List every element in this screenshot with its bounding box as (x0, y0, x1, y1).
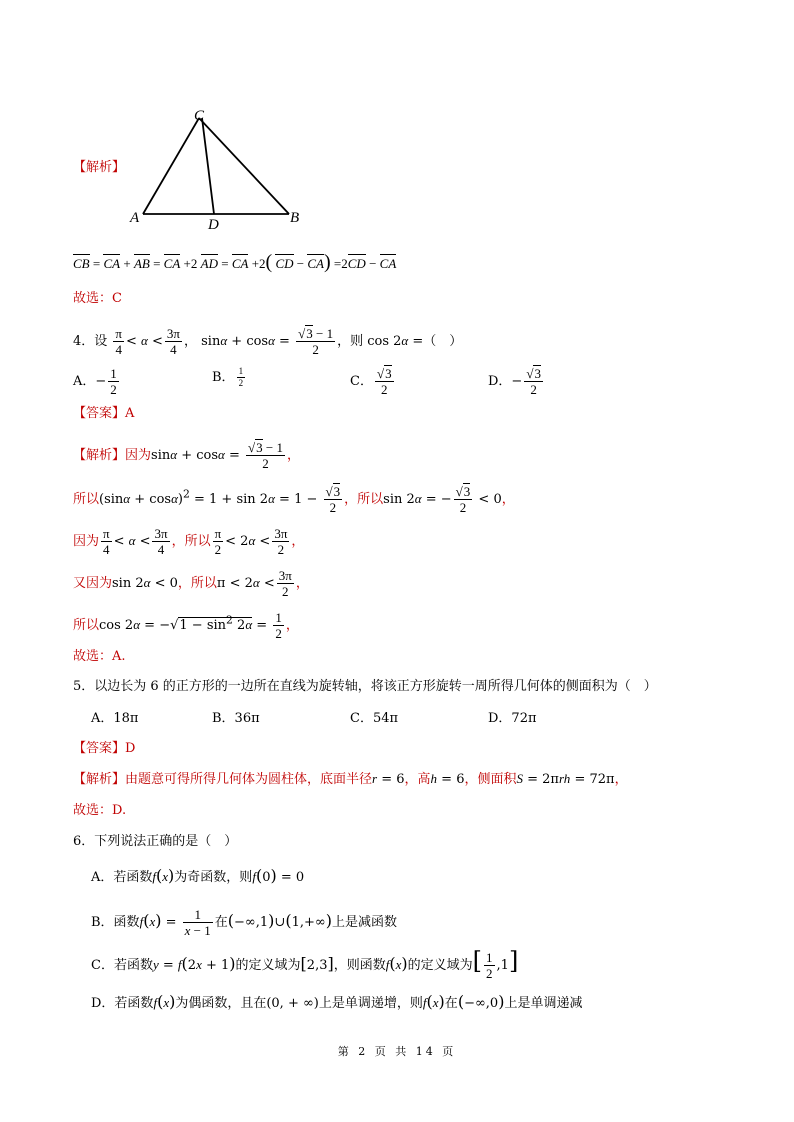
q4-step-5: 所以$\cos 2\alpha = -√1 - \sin^2 2\alpha$ = $\frac{1}{2}$ ， (73, 610, 299, 641)
q5-stem: 5．以边长为 6 的正方形的一边所在直线为旋转轴，将该正方形旋转一周所得几何体的侧面积为（ ） (73, 679, 657, 694)
answer-tag-q5: 【答案】 (73, 741, 126, 756)
triangle-figure (0, 0, 794, 240)
q5-option-d: D．72π (488, 711, 537, 726)
q3-vector-equation: CB = CA + AB = CA +2 AD = CA +2( CD − CA) =2CD − CA (73, 251, 397, 273)
q5-conclusion: 故选：D. (73, 803, 127, 818)
q5-option-c: C．54π (350, 711, 399, 726)
q6-option-d: D．若函数f(x)为偶函数，且在(0, + ∞)上是单调递增，则f(x)在(−∞,0)上是单调递减 (91, 992, 583, 1011)
q4-option-d: D．− $\frac{√3}{2}$ (488, 366, 541, 397)
q6-option-c: C．若函数y = f(2x + 1)的定义域为[2,3]，则函数f(x)的定义域为[ $\frac{1}{2}$ ,1] (91, 947, 519, 981)
q4-step-2: 所以$(\sin\alpha + \cos\alpha)^2 = 1 + \sin 2\alpha = 1$ − $\frac{√3}{2}$ ，所以sin 2α = − $\frac{√3}{2}$ < 0， (73, 484, 515, 515)
page-footer: 第 2 页 共 14 页 (337, 1045, 457, 1058)
q5-answer-value: D (125, 741, 136, 756)
q4-answer (73, 404, 134, 424)
q4-option-c: C． $\frac{√3}{2}$ (350, 366, 392, 397)
vertex-b-label: B (290, 210, 300, 226)
q4-step-1: 【解析】因为sinα + cosα = $\frac{√3 - 1}{2}$ ， (73, 440, 301, 471)
q5-analysis: 【解析】由题意可得所得几何体为圆柱体，底面半径r = 6，高h = 6，侧面积S = 2πrh = 72π， (73, 771, 628, 787)
q5-answer (73, 739, 135, 759)
q4-option-a: A．− $\frac{1}{2}$ (73, 366, 117, 397)
q4-option-b: B． $\frac{1}{2}$ (212, 366, 244, 388)
q4-number: 4．设 (73, 334, 108, 349)
answer-tag: 【答案】 (73, 406, 126, 421)
q4-step-4: 又因为sin 2α < 0，所以π < 2α < $\frac{3\pi}{2}$ ， (73, 568, 309, 599)
q6-option-a: A．若函数f(x)为奇函数，则f(0) = 0 (91, 866, 305, 885)
q5-option-a: A．18π (91, 711, 139, 726)
q6-option-b: B．函数f(x) = $\frac{1}{x - 1}$ 在(−∞,1)∪(1,+∞)上是减函数 (91, 907, 397, 938)
analysis-tag-q3: 【解析】 (73, 160, 126, 175)
q4-step-3: 因为 $\frac{\pi}{4}$ < α < $\frac{3\pi}{4}$ ，所以 $\frac{\pi}{2}$ < 2α < $\frac{3\pi}{2}$ ， (73, 526, 305, 557)
q4-stem: 4．设 $\frac{\pi}{4}$ < α < $\frac{3\pi}{4}$ ， sinα + cosα = $\frac{√3 - 1}{2}$ ，则 cos 2α =（ ） (73, 326, 463, 357)
point-d-label: D (208, 217, 219, 233)
q4-answer-value: A (125, 406, 135, 421)
q5-option-b: B．36π (212, 711, 260, 726)
q4-conclusion: 故选：A. (73, 649, 126, 664)
q6-stem: 6．下列说法正确的是（ ） (73, 834, 238, 849)
vertex-c-label: C (194, 108, 205, 124)
analysis-tag-q5: 【解析】 (73, 772, 126, 787)
side-ca (143, 118, 199, 214)
analysis-tag-q4: 【解析】 (73, 448, 126, 463)
q3-conclusion: 故选：C (73, 291, 122, 306)
vertex-a-label: A (130, 210, 140, 226)
